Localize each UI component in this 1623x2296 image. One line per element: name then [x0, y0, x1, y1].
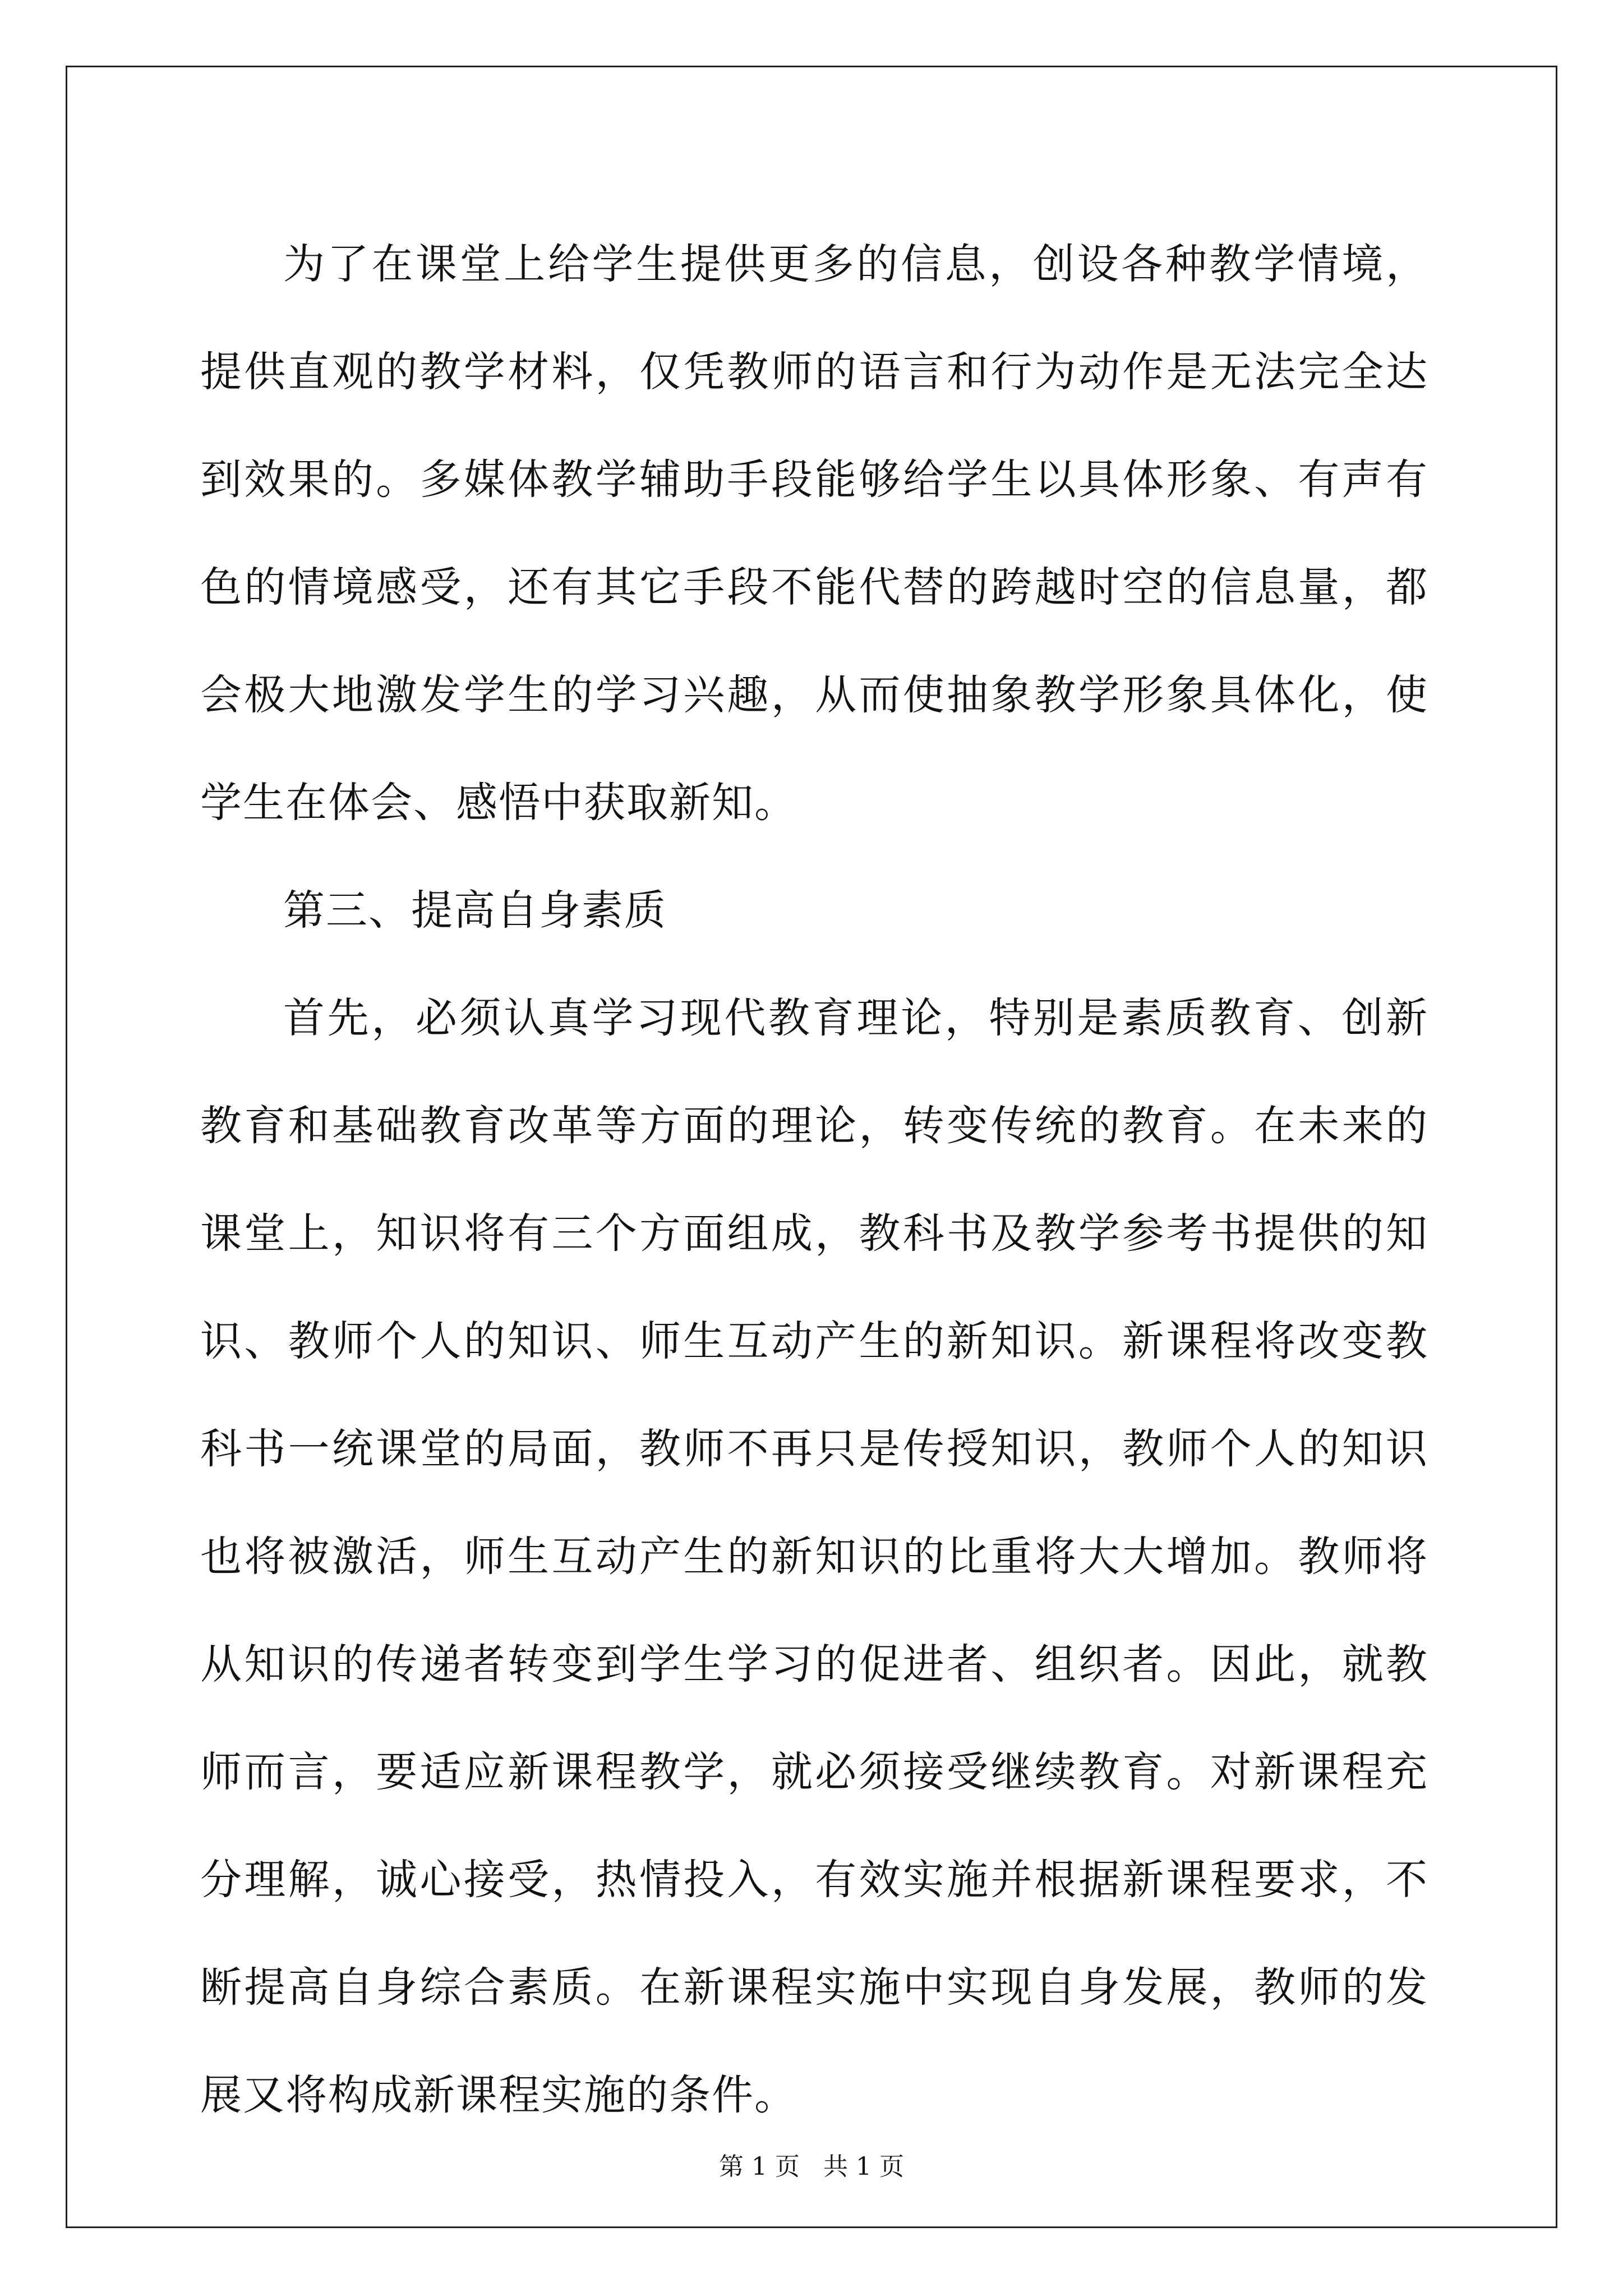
paragraph-self-quality: 首先，必须认真学习现代教育理论，特别是素质教育、创新教育和基础教育改革等方面的理论，转变传统的教育。在未来的课堂上，知识将有三个方面组成，教科书及教学参考书提供的知识、教师个人的知识、师生互动产生的新知识。新课程将改变教科书一统课堂的局面，教师不再只是传授知识，教师个人的知识也将被激活，师生互动产生的新知识的比重将大大增加。教师将从知识的传递者转变到学生学习的促进者、组织者。因此，就教师而言，要适应新课程教学，就必须接受继续教育。对新课程充分理解，诚心接受，热情投入，有效实施并根据新课程要求，不断提高自身综合素质。在新课程实施中实现自身发展，教师的发展又将构成新课程实施的条件。: [200, 994, 1428, 2119]
section-heading: 第三、提高自身素质: [283, 886, 667, 935]
paragraph-multimedia: 为了在课堂上给学生提供更多的信息，创设各种教学情境，提供直观的教学材料，仅凭教师的语言和行为动作是无法完全达到效果的。多媒体教学辅助手段能够给学生以具体形象、有声有色的情境感受，还有其它手段不能代替的跨越时空的信息量，都会极大地激发学生的学习兴趣，从而使抽象教学形象具体化，使学生在体会、感悟中获取新知。: [200, 240, 1428, 827]
page-number: 第 1 页 共 1 页: [719, 2152, 904, 2181]
document-body: [200, 210, 1428, 2149]
